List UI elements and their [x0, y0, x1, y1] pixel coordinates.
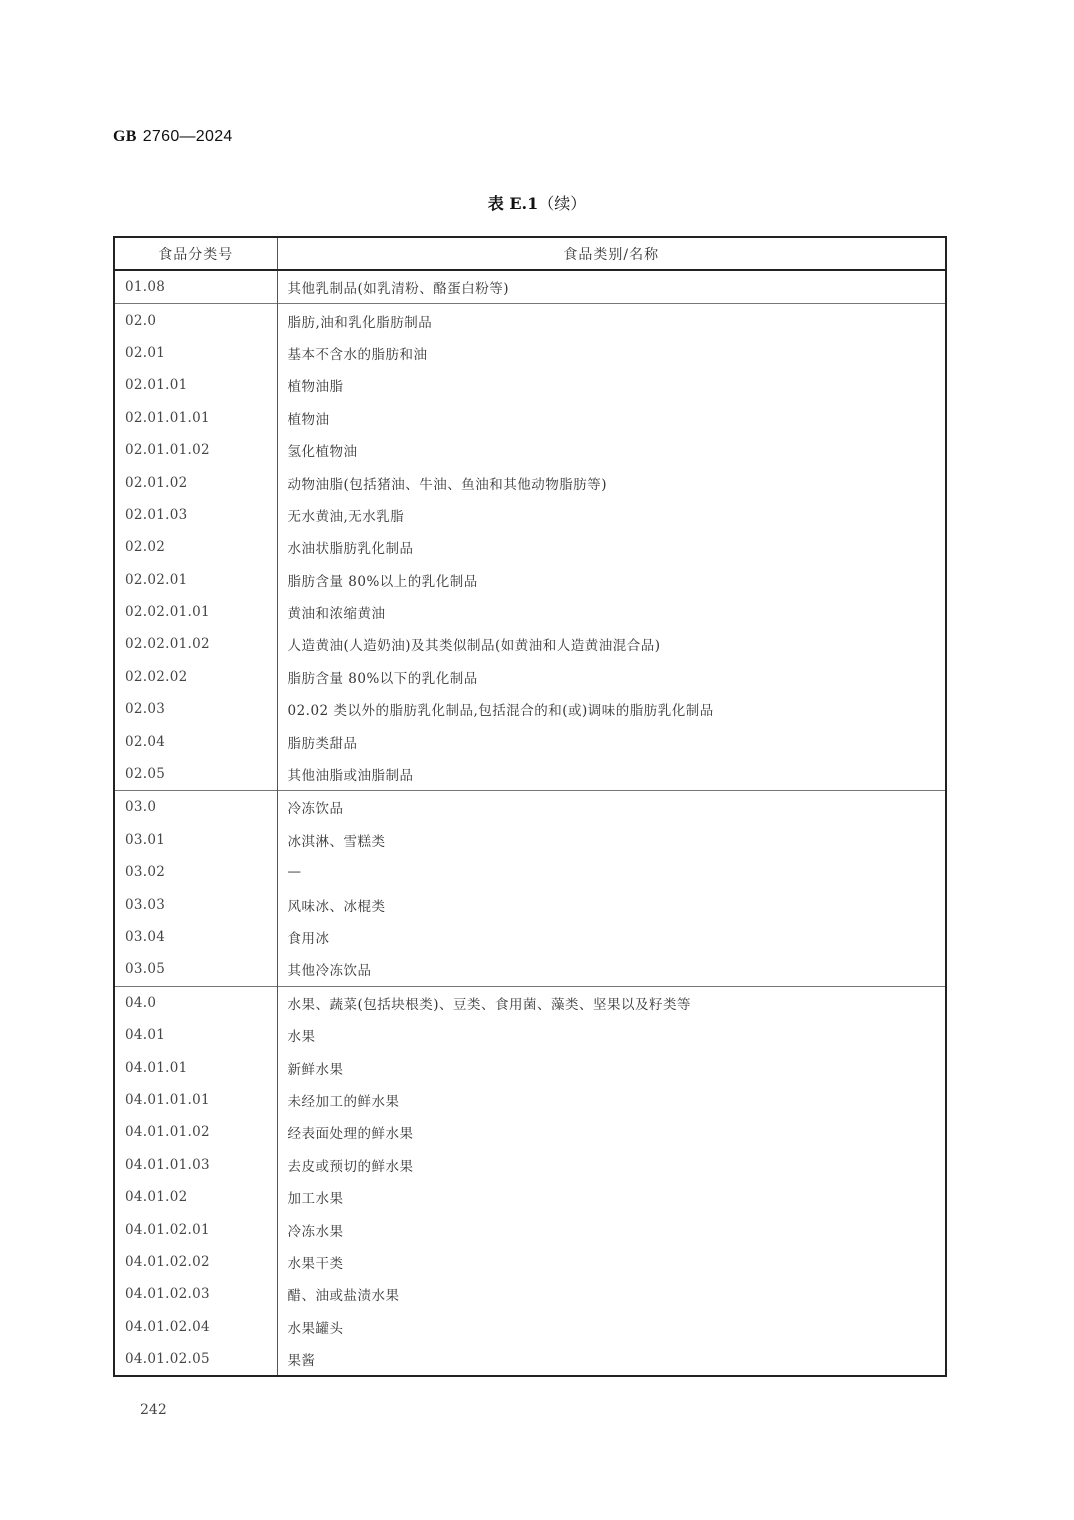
category-code-cell: 04.01.02.05	[114, 1343, 277, 1376]
table-row	[114, 856, 946, 888]
category-code-cell: 01.08	[114, 270, 277, 304]
table-row	[114, 1181, 946, 1213]
table-row	[114, 1246, 946, 1278]
category-name-cell: 经表面处理的鲜水果	[287, 1126, 414, 1143]
category-code-cell: 04.01.02.01	[114, 1213, 277, 1245]
food-category-table	[113, 236, 947, 1377]
category-name-cell: 新鲜水果	[287, 1061, 344, 1078]
category-name-cell: 脂肪,油和乳化脂肪制品	[277, 304, 946, 337]
category-name-cell: 醋、油或盐渍水果	[287, 1288, 400, 1305]
table-row	[114, 564, 946, 596]
column-header-name: 食品类别/名称	[277, 237, 946, 270]
category-code-cell: 02.03	[114, 693, 277, 725]
table-title	[0, 191, 1074, 214]
standard-number: 2760—2024	[142, 128, 233, 145]
category-code-cell: 02.01.03	[114, 499, 277, 531]
table-row	[114, 986, 946, 1019]
table-row	[114, 1116, 946, 1148]
category-name-cell: 植物油	[287, 411, 330, 428]
category-code-cell: 04.01.01	[114, 1051, 277, 1083]
category-name-cell: 植物油脂	[287, 379, 344, 396]
category-name-cell: 其他冷冻饮品	[287, 963, 372, 980]
category-name-cell: 脂肪含量 80%以下的乳化制品	[287, 670, 478, 687]
category-name-cell: 动物油脂(包括猪油、牛油、鱼油和其他动物脂肪等)	[287, 476, 608, 493]
category-name-cell: 水果、蔬菜(包括块根类)、豆类、食用菌、藻类、坚果以及籽类等	[277, 986, 946, 1019]
category-code-cell: 04.01.01.03	[114, 1149, 277, 1181]
category-code-cell: 03.03	[114, 888, 277, 920]
table-row	[114, 499, 946, 531]
category-code-cell: 03.04	[114, 921, 277, 953]
category-name-cell: 黄油和浓缩黄油	[287, 606, 386, 623]
category-code-cell: 04.01.02.02	[114, 1246, 277, 1278]
table-row	[114, 596, 946, 628]
table-row	[114, 1343, 946, 1376]
category-name-cell: 去皮或预切的鲜水果	[287, 1158, 414, 1175]
category-name-cell: 果酱	[287, 1353, 316, 1370]
table-header-row	[114, 237, 946, 270]
table-row	[114, 953, 946, 986]
category-name-cell: 加工水果	[287, 1191, 344, 1208]
category-name-cell: 水果罐头	[287, 1320, 344, 1337]
category-code-cell: 02.04	[114, 725, 277, 757]
table-row	[114, 337, 946, 369]
page-number: 242	[140, 1402, 167, 1418]
category-code-cell: 02.01.02	[114, 466, 277, 498]
category-code-cell: 02.01	[114, 337, 277, 369]
table-row	[114, 434, 946, 466]
table-row	[114, 628, 946, 660]
category-code-cell: 02.01.01.02	[114, 434, 277, 466]
category-code-cell: 02.02.01	[114, 564, 277, 596]
category-code-cell: 02.05	[114, 758, 277, 791]
table-row	[114, 369, 946, 401]
table-row	[114, 1084, 946, 1116]
table-row	[114, 824, 946, 856]
category-code-cell: 02.02	[114, 531, 277, 563]
category-name-cell: 人造黄油(人造奶油)及其类似制品(如黄油和人造黄油混合品)	[287, 638, 661, 655]
category-name-cell: 风味冰、冰棍类	[287, 898, 386, 915]
category-code-cell: 04.01.02.03	[114, 1278, 277, 1310]
category-name-cell: —	[287, 864, 302, 881]
table-row	[114, 661, 946, 693]
table-row	[114, 1213, 946, 1245]
category-code-cell: 03.01	[114, 824, 277, 856]
standard-code	[113, 128, 233, 146]
table-row	[114, 1311, 946, 1343]
category-name-cell: 冷冻水果	[287, 1223, 344, 1240]
category-name-cell: 水油状脂肪乳化制品	[287, 541, 414, 558]
category-code-cell: 03.02	[114, 856, 277, 888]
table-row	[114, 1051, 946, 1083]
table-row	[114, 725, 946, 757]
category-code-cell: 04.0	[114, 986, 277, 1019]
category-name-cell: 无水黄油,无水乳脂	[287, 508, 405, 525]
category-code-cell: 03.0	[114, 791, 277, 824]
category-code-cell: 04.01	[114, 1019, 277, 1051]
category-code-cell: 04.01.01.02	[114, 1116, 277, 1148]
category-name-cell: 脂肪含量 80%以上的乳化制品	[287, 573, 478, 590]
column-header-code: 食品分类号	[114, 237, 277, 270]
category-name-cell: 脂肪类甜品	[287, 735, 358, 752]
category-name-cell: 水果	[287, 1029, 316, 1046]
category-code-cell: 04.01.01.01	[114, 1084, 277, 1116]
category-code-cell: 02.0	[114, 304, 277, 337]
category-name-cell: 其他油脂或油脂制品	[287, 768, 414, 785]
category-name-cell: 食用冰	[287, 931, 330, 947]
table-title-suffix: （续）	[538, 194, 587, 213]
table-row	[114, 791, 946, 824]
table-row	[114, 888, 946, 920]
table-row	[114, 304, 946, 337]
category-name-cell: 水果干类	[287, 1255, 344, 1272]
category-code-cell: 02.02.01.01	[114, 596, 277, 628]
category-code-cell: 02.01.01	[114, 369, 277, 401]
table-row	[114, 921, 946, 953]
category-code-cell: 04.01.02.04	[114, 1311, 277, 1343]
category-code-cell: 04.01.02	[114, 1181, 277, 1213]
category-code-cell: 03.05	[114, 953, 277, 986]
standard-prefix: GB	[113, 128, 137, 145]
category-name-cell: 冰淇淋、雪糕类	[287, 833, 386, 850]
category-name-cell: 其他乳制品(如乳清粉、酪蛋白粉等)	[277, 270, 946, 304]
table-title-label: 表 E.1	[487, 194, 539, 213]
table-row	[114, 693, 946, 725]
table-row	[114, 466, 946, 498]
category-name-cell: 氢化植物油	[287, 444, 358, 461]
table-row	[114, 1149, 946, 1181]
table-row	[114, 402, 946, 434]
table-row	[114, 758, 946, 791]
category-code-cell: 02.01.01.01	[114, 402, 277, 434]
table-row	[114, 1019, 946, 1051]
category-code-cell: 02.02.02	[114, 661, 277, 693]
category-name-cell: 02.02 类以外的脂肪乳化制品,包括混合的和(或)调味的脂肪乳化制品	[287, 703, 714, 720]
table-row	[114, 270, 946, 304]
category-code-cell: 02.02.01.02	[114, 628, 277, 660]
category-name-cell: 冷冻饮品	[277, 791, 946, 824]
category-name-cell: 基本不含水的脂肪和油	[287, 346, 428, 363]
table-body	[114, 270, 946, 1376]
category-name-cell: 未经加工的鲜水果	[287, 1093, 400, 1110]
table-row	[114, 531, 946, 563]
table-row	[114, 1278, 946, 1310]
